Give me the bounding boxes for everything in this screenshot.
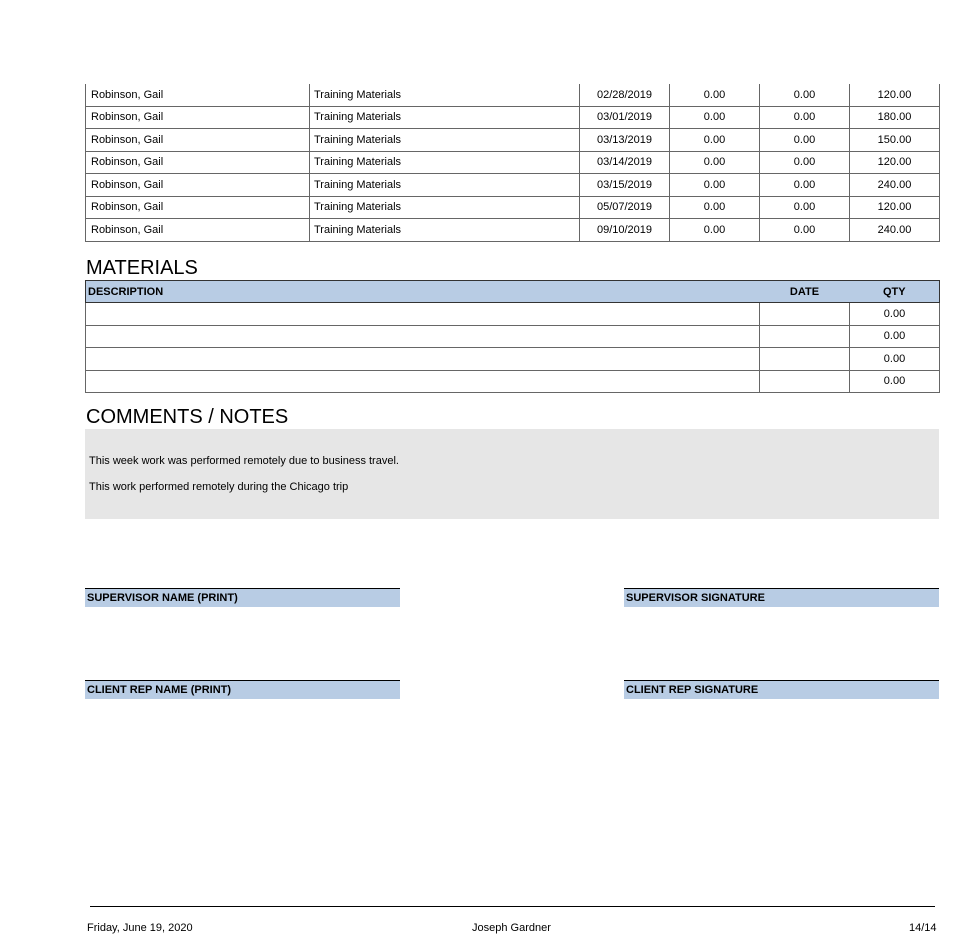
entry-date-cell: 03/13/2019 bbox=[580, 129, 670, 152]
entry-date-cell: 03/15/2019 bbox=[580, 174, 670, 197]
entry-amount-cell: 120.00 bbox=[850, 196, 940, 219]
entry-item-cell: Training Materials bbox=[310, 106, 580, 129]
entry-v1-cell: 0.00 bbox=[670, 174, 760, 197]
entry-v2-cell: 0.00 bbox=[760, 106, 850, 129]
entry-amount-cell: 180.00 bbox=[850, 106, 940, 129]
materials-header-description: DESCRIPTION bbox=[86, 281, 760, 303]
entry-v2-cell: 0.00 bbox=[760, 174, 850, 197]
notes-box bbox=[85, 429, 939, 519]
entry-amount-cell: 120.00 bbox=[850, 151, 940, 174]
entry-v2-cell: 0.00 bbox=[760, 151, 850, 174]
materials-row bbox=[86, 348, 940, 371]
entry-v2-cell: 0.00 bbox=[760, 196, 850, 219]
entry-item-cell: Training Materials bbox=[310, 219, 580, 242]
entry-item-cell: Training Materials bbox=[310, 174, 580, 197]
entry-name-cell: Robinson, Gail bbox=[86, 106, 310, 129]
materials-date-cell bbox=[760, 325, 850, 348]
table-row bbox=[86, 106, 940, 129]
table-row bbox=[86, 84, 940, 106]
entry-item-cell: Training Materials bbox=[310, 84, 580, 106]
client-rep-signature-label: CLIENT REP SIGNATURE bbox=[624, 680, 939, 699]
materials-qty-cell: 0.00 bbox=[850, 370, 940, 393]
entry-item-cell: Training Materials bbox=[310, 129, 580, 152]
entry-name-cell: Robinson, Gail bbox=[86, 151, 310, 174]
entry-date-cell: 05/07/2019 bbox=[580, 196, 670, 219]
entry-amount-cell: 120.00 bbox=[850, 84, 940, 106]
entry-name-cell: Robinson, Gail bbox=[86, 196, 310, 219]
materials-row bbox=[86, 303, 940, 326]
entry-date-cell: 09/10/2019 bbox=[580, 219, 670, 242]
entry-name-cell: Robinson, Gail bbox=[86, 174, 310, 197]
table-row bbox=[86, 129, 940, 152]
materials-row bbox=[86, 325, 940, 348]
entry-date-cell: 03/14/2019 bbox=[580, 151, 670, 174]
materials-qty-cell: 0.00 bbox=[850, 348, 940, 371]
table-row bbox=[86, 151, 940, 174]
entry-v2-cell: 0.00 bbox=[760, 84, 850, 106]
footer-date: Friday, June 19, 2020 bbox=[87, 922, 193, 934]
supervisor-signature-label: SUPERVISOR SIGNATURE bbox=[624, 588, 939, 607]
client-rep-name-label: CLIENT REP NAME (PRINT) bbox=[85, 680, 400, 699]
entry-v2-cell: 0.00 bbox=[760, 129, 850, 152]
materials-header-row bbox=[86, 281, 940, 303]
entry-amount-cell: 150.00 bbox=[850, 129, 940, 152]
entry-v1-cell: 0.00 bbox=[670, 106, 760, 129]
entry-amount-cell: 240.00 bbox=[850, 219, 940, 242]
table-row bbox=[86, 196, 940, 219]
materials-table bbox=[85, 280, 940, 393]
entry-date-cell: 03/01/2019 bbox=[580, 106, 670, 129]
materials-date-cell bbox=[760, 370, 850, 393]
materials-header-date: DATE bbox=[760, 281, 850, 303]
entry-v1-cell: 0.00 bbox=[670, 196, 760, 219]
entry-v2-cell: 0.00 bbox=[760, 219, 850, 242]
materials-qty-cell: 0.00 bbox=[850, 303, 940, 326]
materials-title: MATERIALS bbox=[86, 257, 198, 279]
materials-description-cell bbox=[86, 348, 760, 371]
entry-name-cell: Robinson, Gail bbox=[86, 129, 310, 152]
entry-v1-cell: 0.00 bbox=[670, 84, 760, 106]
materials-date-cell bbox=[760, 303, 850, 326]
materials-qty-cell: 0.00 bbox=[850, 325, 940, 348]
materials-description-cell bbox=[86, 325, 760, 348]
entry-v1-cell: 0.00 bbox=[670, 151, 760, 174]
table-row bbox=[86, 174, 940, 197]
materials-description-cell bbox=[86, 303, 760, 326]
notes-title: COMMENTS / NOTES bbox=[86, 406, 289, 428]
note-line: This week work was performed remotely due to business travel. bbox=[89, 455, 399, 467]
entry-name-cell: Robinson, Gail bbox=[86, 84, 310, 106]
note-line: This work performed remotely during the Chicago trip bbox=[89, 481, 349, 493]
entry-amount-cell: 240.00 bbox=[850, 174, 940, 197]
supervisor-name-label: SUPERVISOR NAME (PRINT) bbox=[85, 588, 400, 607]
entry-v1-cell: 0.00 bbox=[670, 219, 760, 242]
footer-page-number: 14/14 bbox=[909, 922, 937, 934]
footer-name: Joseph Gardner bbox=[472, 922, 551, 934]
materials-date-cell bbox=[760, 348, 850, 371]
materials-description-cell bbox=[86, 370, 760, 393]
footer-divider bbox=[90, 906, 935, 907]
entries-table bbox=[85, 84, 940, 242]
materials-header-qty: QTY bbox=[850, 281, 940, 303]
entry-item-cell: Training Materials bbox=[310, 151, 580, 174]
entry-date-cell: 02/28/2019 bbox=[580, 84, 670, 106]
table-row bbox=[86, 219, 940, 242]
materials-row bbox=[86, 370, 940, 393]
entry-item-cell: Training Materials bbox=[310, 196, 580, 219]
entry-v1-cell: 0.00 bbox=[670, 129, 760, 152]
entry-name-cell: Robinson, Gail bbox=[86, 219, 310, 242]
